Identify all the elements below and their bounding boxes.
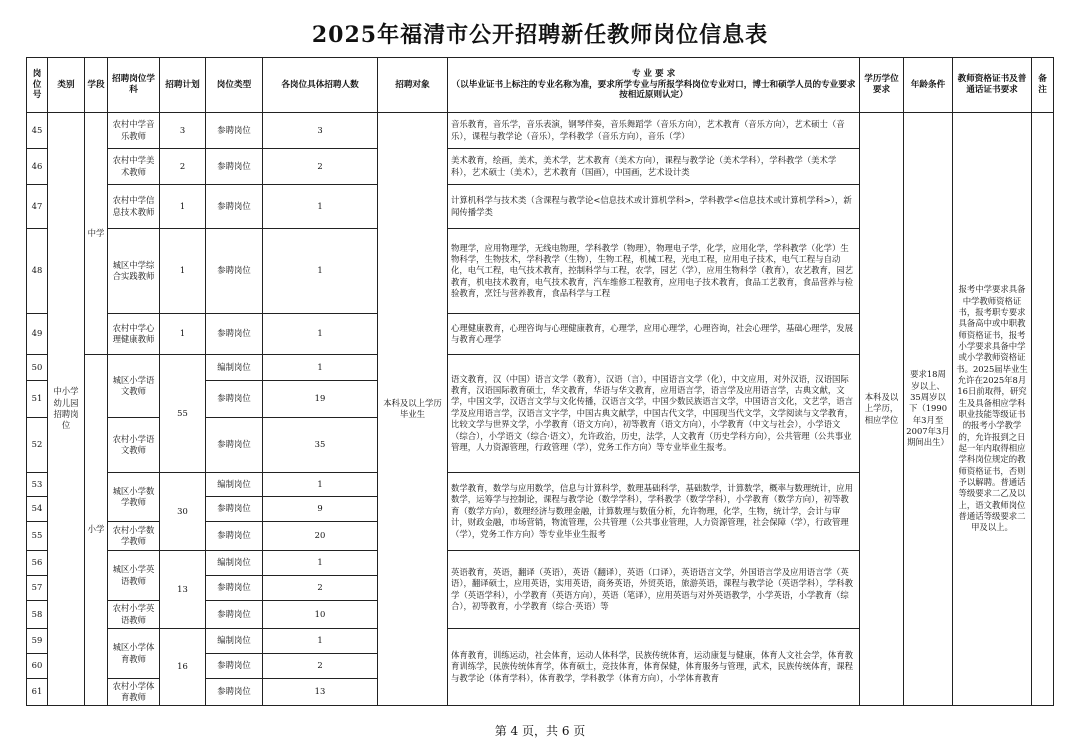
- page-footer: 第 4 页，共 6 页: [494, 724, 586, 738]
- position-cell: 农村中学美术教师: [108, 149, 160, 185]
- row-no: 46: [27, 149, 48, 185]
- row-no: 50: [27, 355, 48, 381]
- position-cell: 农村中学信息技术教师: [108, 185, 160, 229]
- type-cell: 编制岗位: [206, 355, 263, 381]
- row-no: 52: [27, 418, 48, 473]
- header-category: 类别: [48, 58, 85, 113]
- remark-cell: [1032, 113, 1054, 706]
- major-cell: 美术教育，绘画，美术，美术学，艺术教育（美术方向），课程与教学论（美术学科），学科教学（美术学科），艺术硕士（美术），艺术教育（国画），中国画，艺术设计类: [448, 149, 860, 185]
- header-type: 岗位类型: [206, 58, 263, 113]
- plan-cell: 30: [160, 473, 206, 551]
- count-cell: 10: [263, 601, 378, 629]
- header-no: 岗位号: [27, 58, 48, 113]
- major-cell: 计算机科学与技术类（含课程与教学论<信息技术或计算机学科>，学科教学<信息技术或计算机学科>），新闻传播学类: [448, 185, 860, 229]
- type-cell: 参聘岗位: [206, 654, 263, 679]
- major-cell: 物理学，应用物理学，无线电物理，学科教学（物理），物理电子学，化学，应用化学，学科教学（化学）生物科学，生物技术，学科教学（生物），生物工程，机械工程，光电工程，应用电子技术，电气工程与自动化，电气工程，电气技术教育，控制科学与工程，农学，园艺（学），应用生物科学（教育），农艺教育，园艺教育，机电技术教育，电气技术教育，汽车维修工程教育，应用电子技术教育，食品工艺教育，食品营养与检验教育，烹饪与营养教育，食品科学与工程: [448, 229, 860, 314]
- count-cell: 1: [263, 185, 378, 229]
- target-cell: 本科及以上学历毕业生: [378, 113, 448, 706]
- header-age: 年龄条件: [904, 58, 953, 113]
- position-cell: 农村小学体育教师: [108, 679, 160, 706]
- row-no: 48: [27, 229, 48, 314]
- major-cell: 英语教育，英语，翻译（英语），英语（翻译），英语（口译），英语语言文学，外国语言学及应用语言学（英语），翻译硕士，应用英语，实用英语，商务英语，外贸英语，旅游英语，课程与教学论（英语学科），学科教学（英语学科），小学教育（英语方向），英语（笔译），应用英语与对外英语教学，小学英语，小学教育（综合），初等教育，小学教育（综合·英语）等: [448, 551, 860, 629]
- count-cell: 2: [263, 149, 378, 185]
- plan-cell: 55: [160, 355, 206, 473]
- type-cell: 参聘岗位: [206, 185, 263, 229]
- position-cell: 城区小学数学教师: [108, 473, 160, 522]
- count-cell: 35: [263, 418, 378, 473]
- plan-cell: 1: [160, 314, 206, 355]
- header-cert: 教师资格证书及普通话证书要求: [953, 58, 1032, 113]
- count-cell: 1: [263, 355, 378, 381]
- cert-cell: 报考中学要求具备中学教师资格证书，报考职专要求具备高中或中职教师资格证书，报考小学要求具备中学或小学教师资格证书。2025届毕业生允许在2025年8月16日前取得，研究生及具备相应学科职业技能等级证书的报考小学教学的，允许报到之日起一年内取得相应学科岗位规定的教师资格证书，否则予以解聘。普通话等级要求二乙及以上，语文教师岗位普通话等级要求二甲及以上。: [953, 113, 1032, 706]
- row-no: 49: [27, 314, 48, 355]
- type-cell: 参聘岗位: [206, 418, 263, 473]
- degree-cell: 本科及以上学历，相应学位: [860, 113, 904, 706]
- count-cell: 2: [263, 576, 378, 601]
- count-cell: 1: [263, 314, 378, 355]
- table-header-row: [27, 58, 1054, 113]
- position-cell: 农村小学英语教师: [108, 601, 160, 629]
- row-no: 57: [27, 576, 48, 601]
- plan-cell: 1: [160, 185, 206, 229]
- header-target: 招聘对象: [378, 58, 448, 113]
- position-cell: 城区小学语文教师: [108, 355, 160, 418]
- age-cell: 要求18周岁以上、35周岁以下（1990年3月至2007年3月期间出生）: [904, 113, 953, 706]
- row-no: 53: [27, 473, 48, 497]
- type-cell: 参聘岗位: [206, 601, 263, 629]
- type-cell: 参聘岗位: [206, 113, 263, 149]
- count-cell: 2: [263, 654, 378, 679]
- row-no: 45: [27, 113, 48, 149]
- position-cell: 农村小学数学教师: [108, 522, 160, 551]
- position-cell: 农村小学语文教师: [108, 418, 160, 473]
- count-cell: 19: [263, 381, 378, 418]
- type-cell: 参聘岗位: [206, 229, 263, 314]
- header-major-note: （以毕业证书上标注的专业名称为准，要求所学专业与所报学科岗位专业对口，博士和硕学人员的专业要求按相近原则认定）: [451, 79, 856, 101]
- header-level: 学段: [85, 58, 108, 113]
- count-cell: 9: [263, 497, 378, 522]
- position-cell: 农村中学心理健康教师: [108, 314, 160, 355]
- row-no: 55: [27, 522, 48, 551]
- category-cell: 中小学幼儿园招聘岗位: [48, 113, 85, 706]
- row-no: 47: [27, 185, 48, 229]
- positions-table: [26, 57, 1054, 706]
- position-cell: 农村中学音乐教师: [108, 113, 160, 149]
- type-cell: 编制岗位: [206, 551, 263, 576]
- position-cell: 城区中学综合实践教师: [108, 229, 160, 314]
- type-cell: 参聘岗位: [206, 497, 263, 522]
- type-cell: 编制岗位: [206, 629, 263, 654]
- count-cell: 1: [263, 473, 378, 497]
- type-cell: 参聘岗位: [206, 149, 263, 185]
- header-major-title: 专 业 要 求: [631, 68, 676, 79]
- type-cell: 参聘岗位: [206, 522, 263, 551]
- row-no: 59: [27, 629, 48, 654]
- row-no: 61: [27, 679, 48, 706]
- type-cell: 参聘岗位: [206, 679, 263, 706]
- row-no: 58: [27, 601, 48, 629]
- count-cell: 13: [263, 679, 378, 706]
- page-title: 2025年福清市公开招聘新任教师岗位信息表: [311, 22, 769, 48]
- count-cell: 1: [263, 229, 378, 314]
- major-cell: 语文教育，汉（中国）语言文学（教育），汉语（言），中国语言文学（化），中文应用，对外汉语，汉语国际教育，汉语国际教育硕士，华文教育，华语与华文教育，应用语言学，语言学及应用语言学，古典文献，文学，中国文学，汉语言文学与文化传播，汉语言文学，中国少数民族语言文学，中国语言文化，文艺学，语言学及应用语言学，汉语言文字学，中国古典文献学，中国古代文学，中国现当代文学，文学阅读与文学教育，比较文学与世界文学，小学教育（语文方向），初等教育（语文方向），小学教育（中文与社会），小学语文（综合），小学语文（综合·语文），允许政治，历史，法学，人文教育（历史学科方向），公共管理（公共事业管理，人力资源管理，行政管理（学），党务工作方向）等专业毕业生报考。: [448, 355, 860, 473]
- plan-cell: 2: [160, 149, 206, 185]
- table-row: [27, 113, 1054, 149]
- header-major: [448, 58, 860, 113]
- header-count: 各岗位具体招聘人数: [263, 58, 378, 113]
- type-cell: 参聘岗位: [206, 314, 263, 355]
- major-cell: 心理健康教育，心理咨询与心理健康教育，心理学，应用心理学，心理咨询，社会心理学，基础心理学，发展与教育心理学: [448, 314, 860, 355]
- row-no: 60: [27, 654, 48, 679]
- position-cell: 城区小学体育教师: [108, 629, 160, 679]
- plan-cell: 3: [160, 113, 206, 149]
- position-cell: 城区小学英语教师: [108, 551, 160, 601]
- row-no: 56: [27, 551, 48, 576]
- count-cell: 3: [263, 113, 378, 149]
- row-no: 51: [27, 381, 48, 418]
- header-degree: 学历学位要求: [860, 58, 904, 113]
- major-cell: 数学教育，数学与应用数学，信息与计算科学，数理基础科学，基础数学，计算数学，概率与数理统计，应用数学，运筹学与控制论，课程与教学论（数学学科），学科教学（数学学科），小学教育（数学方向），初等教育（数学方向），数理经济与数理金融，计算数理与数值分析，允许物理，化学，生物，统计学，会计与审计，财政金融，市场营销，物流管理，公共管理（公共事业管理，人力资源管理，社会保障（学），行政管理（学），党务工作方向）等专业毕业生报考: [448, 473, 860, 551]
- type-cell: 编制岗位: [206, 473, 263, 497]
- type-cell: 参聘岗位: [206, 381, 263, 418]
- count-cell: 20: [263, 522, 378, 551]
- row-no: 54: [27, 497, 48, 522]
- level-primary-cell: 小学: [85, 355, 108, 706]
- header-position: 招聘岗位学科: [108, 58, 160, 113]
- count-cell: 1: [263, 551, 378, 576]
- plan-cell: 13: [160, 551, 206, 629]
- header-remark: 备注: [1032, 58, 1054, 113]
- major-cell: 体育教育，训练运动，社会体育，运动人体科学，民族传统体育，运动康复与健康，体育人文社会学，体育教育训练学，民族传统体育学，体育硕士，竞技体育，体育保健，体育服务与管理，武术，民族传统体育，课程与教学论（体育学科），体育教学，学科教学（体育方向），小学体育教育: [448, 629, 860, 706]
- major-cell: 音乐教育，音乐学，音乐表演，钢琴伴奏，音乐舞蹈学（音乐方向），艺术教育（音乐方向），艺术硕士（音乐），课程与教学论（音乐），学科教学（音乐方向），音乐（学）: [448, 113, 860, 149]
- level-middle-cell: 中学: [85, 113, 108, 355]
- header-plan: 招聘计划: [160, 58, 206, 113]
- plan-cell: 16: [160, 629, 206, 706]
- count-cell: 1: [263, 629, 378, 654]
- type-cell: 参聘岗位: [206, 576, 263, 601]
- plan-cell: 1: [160, 229, 206, 314]
